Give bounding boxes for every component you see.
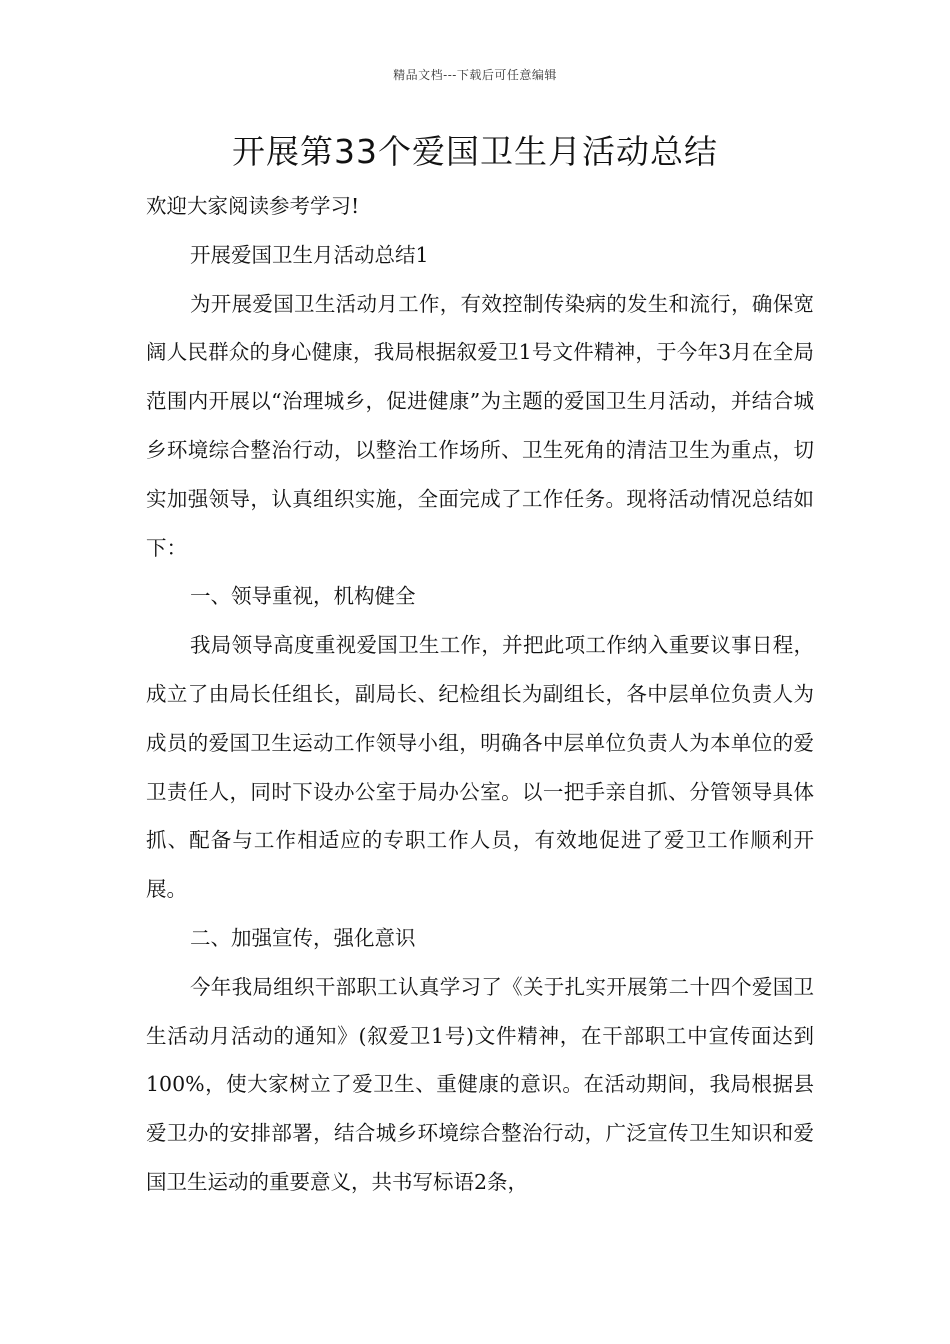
greeting-paragraph: 欢迎大家阅读参考学习!: [146, 194, 360, 218]
section-paragraph-2: 今年我局组织干部职工认真学习了《关于扎实开展第二十四个爱国卫生活动月活动的通知》(叙爱卫1号)文件精神，在干部职工中宣传面达到100%，使大家树立了爱卫生、重健康的意识。在活动期间，我局根据县爱卫办的安排部署，结合城乡环境综合整治行动，广泛宣传卫生知识和爱国卫生运动的重要意义，共书写标语2条，: [146, 974, 814, 1194]
page-title: 开展第33个爱国卫生月活动总结: [232, 132, 718, 171]
header-note: 精品文档---下载后可任意编辑: [393, 68, 557, 82]
section-heading-2: 二、加强宣传，强化意识: [190, 925, 416, 950]
intro-paragraph: 为开展爱国卫生活动月工作，有效控制传染病的发生和流行，确保宽阔人民群众的身心健康，我局根据叙爱卫1号文件精神，于今年3月在全局范围内开展以“治理城乡，促进健康”为主题的爱国卫生月活动，并结合城乡环境综合整治行动，以整治工作场所、卫生死角的清洁卫生为重点，切实加强领导，认真组织实施，全面完成了工作任务。现将活动情况总结如下：: [146, 291, 814, 560]
document-body: [146, 182, 814, 1207]
subtitle-paragraph: 开展爱国卫生月活动总结1: [190, 242, 429, 267]
section-paragraph-1: 我局领导高度重视爱国卫生工作，并把此项工作纳入重要议事日程，成立了由局长任组长，副局长、纪检组长为副组长，各中层单位负责人为成员的爱国卫生运动工作领导小组，明确各中层单位负责人为本单位的爱卫责任人，同时下设办公室于局办公室。以一把手亲自抓、分管领导具体抓、配备与工作相适应的专职工作人员，有效地促进了爱卫工作顺利开展。: [146, 633, 814, 902]
section-heading-1: 一、领导重视，机构健全: [190, 584, 416, 609]
